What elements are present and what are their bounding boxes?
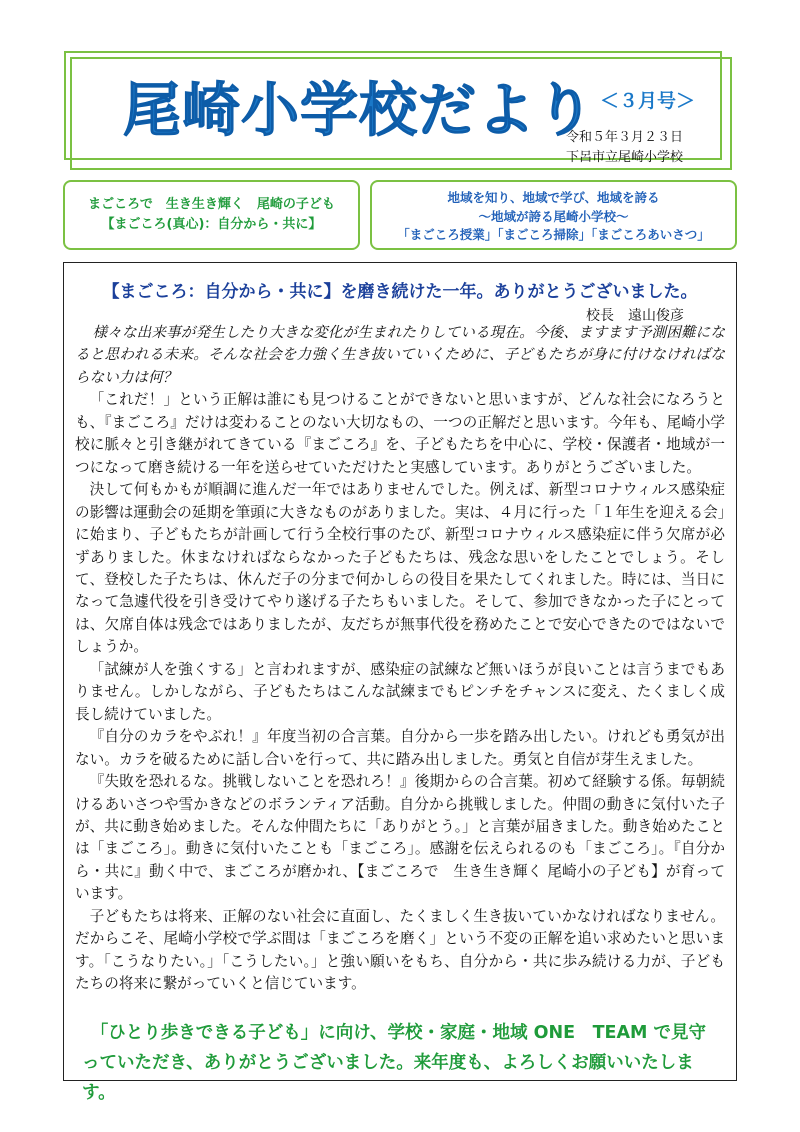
motto-line: まごころで 生き生き輝く 尾崎の子ども xyxy=(88,197,335,212)
issue-date: 令和５年３月２３日 xyxy=(566,130,684,145)
article-body xyxy=(75,322,725,996)
motto-line: ～地域が誇る尾崎小学校～ xyxy=(478,208,629,224)
motto-line: 【まごころ(真心)：自分から・共に】 xyxy=(101,217,322,232)
school-motto-box xyxy=(63,180,360,250)
article-headline: 【まごころ：自分から・共に】を磨き続けた一年。ありがとうございました。 xyxy=(102,282,698,302)
motto-line: 「まごころ授業」「まごころ掃除」「まごころあいさつ」 xyxy=(397,227,710,242)
closing-message: 「ひとり歩きできる子ども」に向け、学校・家庭・地域 ONE TEAM で見守っていただき、ありがとうございました。来年度も、よろしくお願いいたします。 xyxy=(82,1023,707,1103)
paragraph: 『自分のカラをやぶれ！』年度当初の合言葉。自分から一歩を踏み出したい。けれども勇気が出ない。カラを破るために話し合いを行って、共に踏み出しました。勇気と自信が芽生えました。 xyxy=(75,728,725,768)
newsletter-title: 尾崎小学校だより xyxy=(123,76,596,144)
paragraph: 決して何もかもが順調に進んだ一年ではありませんでした。例えば、新型コロナウィルス感染症の影響は運動会の延期を筆頭に大きなものがありました。実は、４月に行った「１年生を迎える会」に始まり、子どもたちが計画して行う全校行事のたび、新型コロナウィルス感染症に伴う欠席が必ずありました。休まなければならなかった子どもたちは、残念な思いをしたことでしょう。そして、登校した子たちは、休んだ子の分まで何かしらの役目を果たしてくれました。時には、当日になって急遽代役を引き受けてやり遂げる子たちもいました。そして、参加できなかった子にとっては、欠席自体は残念ではありましたが、友だちが無事代役を務めたことで安心できたのではないでしょうか。 xyxy=(75,481,725,656)
motto-line: 地域を知り、地域で学び、地域を誇る xyxy=(447,190,660,205)
paragraph: 「試練が人を強くする」と言われますが、感染症の試練など無いほうが良いことは言うまでもありません。しかしながら、子どもたちはこんな試練までもピンチをチャンスに変え、たくましく成長し続けていました。 xyxy=(75,660,725,723)
issue-label: ＜３月号＞ xyxy=(600,90,696,112)
paragraph: 子どもたちは将来、正解のない社会に直面し、たくましく生き抜いていかなければなりません。だからこそ、尾崎小学校で学ぶ間は「まごころを磨く」という不変の正解を追い求めたいと思います。「こうなりたい。」「こうしたい。」と強い願いをもち、自分から・共に歩み続ける力が、子どもたちの将来に繋がっていくと信じています。 xyxy=(75,907,725,993)
paragraph: 「これだ！」という正解は誰にも見つけることができないと思いますが、どんな社会になろうとも、『まごころ』だけは変わることのない大切なもの、一つの正解だと思います。今年も、尾崎小学校に脈々と引き継がれてきている『まごころ』を、子どもたちを中心に、学校・保護者・地域が一つになって磨き続ける一年を送らせていただけたと実感しています。ありがとうございました。 xyxy=(75,391,725,476)
paragraph: 様々な出来事が発生したり大きな変化が生まれたりしている現在。今後、ますます予測困難になると思われる未来。そんな社会を力強く生き抜いていくために、子どもたちが身に付けなければならない力は何？ xyxy=(75,324,725,386)
school-name: 下呂市立尾崎小学校 xyxy=(566,150,684,165)
community-motto-box xyxy=(370,180,737,250)
article-author: 校長 遠山俊彦 xyxy=(586,308,684,324)
paragraph: 『失敗を恐れるな。挑戦しないことを恐れろ！』後期からの合言葉。初めて経験する係。毎朝続けるあいさつや雪かきなどのボランティア活動。自分から挑戦しました。仲間の動きに気付いた子が、共に動き始めました。そんな仲間たちに「ありがとう。」と言葉が届きました。動き始めたことは「まごころ」。動きに気付いたことも「まごころ」。感謝を伝えられるのも「まごころ」。『自分から・共に』動く中で、まごころが磨かれ、【まごころで 生き生き輝く 尾崎小の子ども】が育っています。 xyxy=(75,773,725,903)
